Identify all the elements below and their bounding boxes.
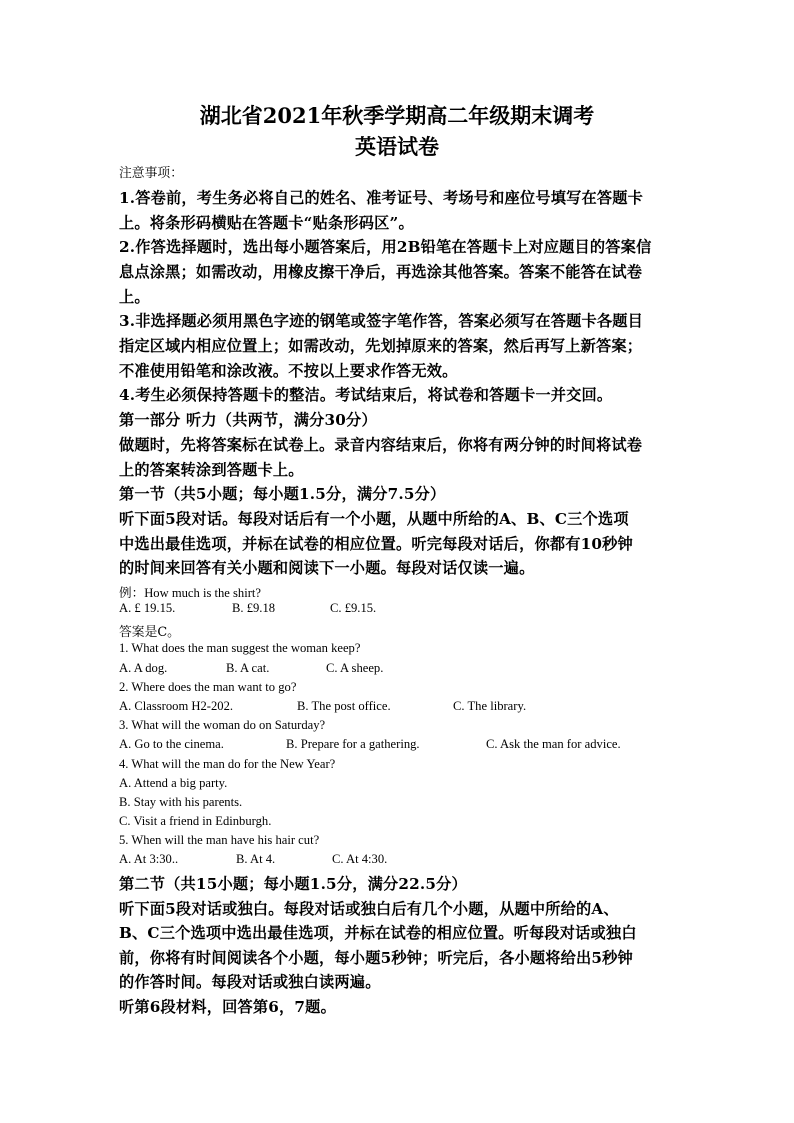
note-2-line-3: 上。: [119, 288, 150, 306]
question-5-option-b: B. At 4.: [236, 852, 276, 866]
section2-instructions-line-1: 听下面5段对话或独白。每段对话或独白后有几个小题，从题中所给的A、: [119, 900, 619, 918]
question-3-option-b: B. Prepare for a gathering.: [286, 737, 420, 751]
section1-instructions-line-2: 中选出最佳选项，并标在试卷的相应位置。听完每段对话后，你都有10秒钟: [119, 535, 633, 553]
question-5-option-a: A. At 3:30..: [119, 852, 179, 866]
section2-heading: 第二节（共15小题；每小题1.5分，满分22.5分）: [119, 875, 467, 893]
example-option-c: C. £9.15.: [330, 601, 377, 615]
section1-instructions-line-1: 听下面5段对话。每段对话后有一个小题，从题中所给的A、B、C三个选项: [119, 510, 629, 528]
question-3-option-a: A. Go to the cinema.: [119, 737, 224, 751]
question-4-option-a: A. Attend a big party.: [119, 776, 228, 790]
question-4-option-c: C. Visit a friend in Edinburgh.: [119, 814, 272, 828]
example-option-a: A. £ 19.15.: [119, 601, 176, 615]
section1-instructions-line-3: 的时间来回答有关小题和阅读下一小题。每段对话仅读一遍。: [119, 559, 535, 577]
note-3-line-2: 指定区域内相应位置上；如需改动，先划掉原来的答案，然后再写上新答案；: [119, 337, 643, 355]
question-2-option-c: C. The library.: [453, 699, 527, 713]
example-option-b: B. £9.18: [232, 601, 276, 615]
section2-instructions-line-2: B、C三个选项中选出最佳选项，并标在试卷的相应位置。听每段对话或独白: [119, 924, 637, 942]
part1-intro-line-2: 上的答案转涂到答题卡上。: [119, 461, 304, 479]
exam-subtitle: 英语试卷: [355, 134, 439, 159]
section1-heading: 第一节（共5小题；每小题1.5分，满分7.5分）: [119, 485, 446, 503]
question-1: 1. What does the man suggest the woman keep?: [119, 641, 361, 655]
question-1-option-b: B. A cat.: [226, 661, 270, 675]
question-5: 5. When will the man have his hair cut?: [119, 833, 320, 847]
note-2-line-1: 2.作答选择题时，选出每小题答案后，用2B铅笔在答题卡上对应题目的答案信: [119, 238, 652, 256]
note-1-line-2: 上。将条形码横贴在答题卡“贴条形码区”。: [119, 214, 414, 232]
question-4: 4. What will the man do for the New Year?: [119, 757, 336, 771]
example-question: 例：How much is the shirt?: [119, 586, 262, 600]
question-2-option-b: B. The post office.: [297, 699, 391, 713]
section2-instructions-line-4: 的作答时间。每段对话或独白读两遍。: [119, 973, 381, 991]
note-1-line-1: 1.答卷前，考生务必将自己的姓名、准考证号、考场号和座位号填写在答题卡: [119, 189, 644, 207]
note-3-line-3: 不准使用铅笔和涂改液。不按以上要求作答无效。: [119, 362, 458, 380]
exam-title: 湖北省2021年秋季学期高二年级期末调考: [199, 103, 595, 128]
question-3-option-c: C. Ask the man for advice.: [486, 737, 621, 751]
question-3: 3. What will the woman do on Saturday?: [119, 718, 326, 732]
question-2-option-a: A. Classroom H2-202.: [119, 699, 234, 713]
question-4-option-b: B. Stay with his parents.: [119, 795, 243, 809]
question-1-option-a: A. A dog.: [119, 661, 168, 675]
example-answer: 答案是C。: [119, 625, 180, 640]
question-5-option-c: C. At 4:30.: [332, 852, 388, 866]
section2-instructions-line-3: 前，你将有时间阅读各个小题，每小题5秒钟；听完后，各小题将给出5秒钟: [119, 949, 633, 967]
material-6-prompt: 听第6段材料，回答第6，7题。: [119, 998, 336, 1016]
question-2: 2. Where does the man want to go?: [119, 680, 297, 694]
part1-intro-line-1: 做题时，先将答案标在试卷上。录音内容结束后，你将有两分钟的时间将试卷: [119, 436, 643, 454]
part1-heading: 第一部分 听力（共两节，满分30分）: [119, 411, 377, 429]
question-1-option-c: C. A sheep.: [326, 661, 384, 675]
notes-heading: 注意事项：: [119, 166, 183, 181]
note-2-line-2: 息点涂黑；如需改动，用橡皮擦干净后，再选涂其他答案。答案不能答在试卷: [119, 263, 643, 281]
note-4-line-1: 4.考生必须保持答题卡的整洁。考试结束后，将试卷和答题卡一并交回。: [119, 386, 613, 404]
note-3-line-1: 3.非选择题必须用黑色字迹的钢笔或签字笔作答，答案必须写在答题卡各题目: [119, 312, 644, 330]
